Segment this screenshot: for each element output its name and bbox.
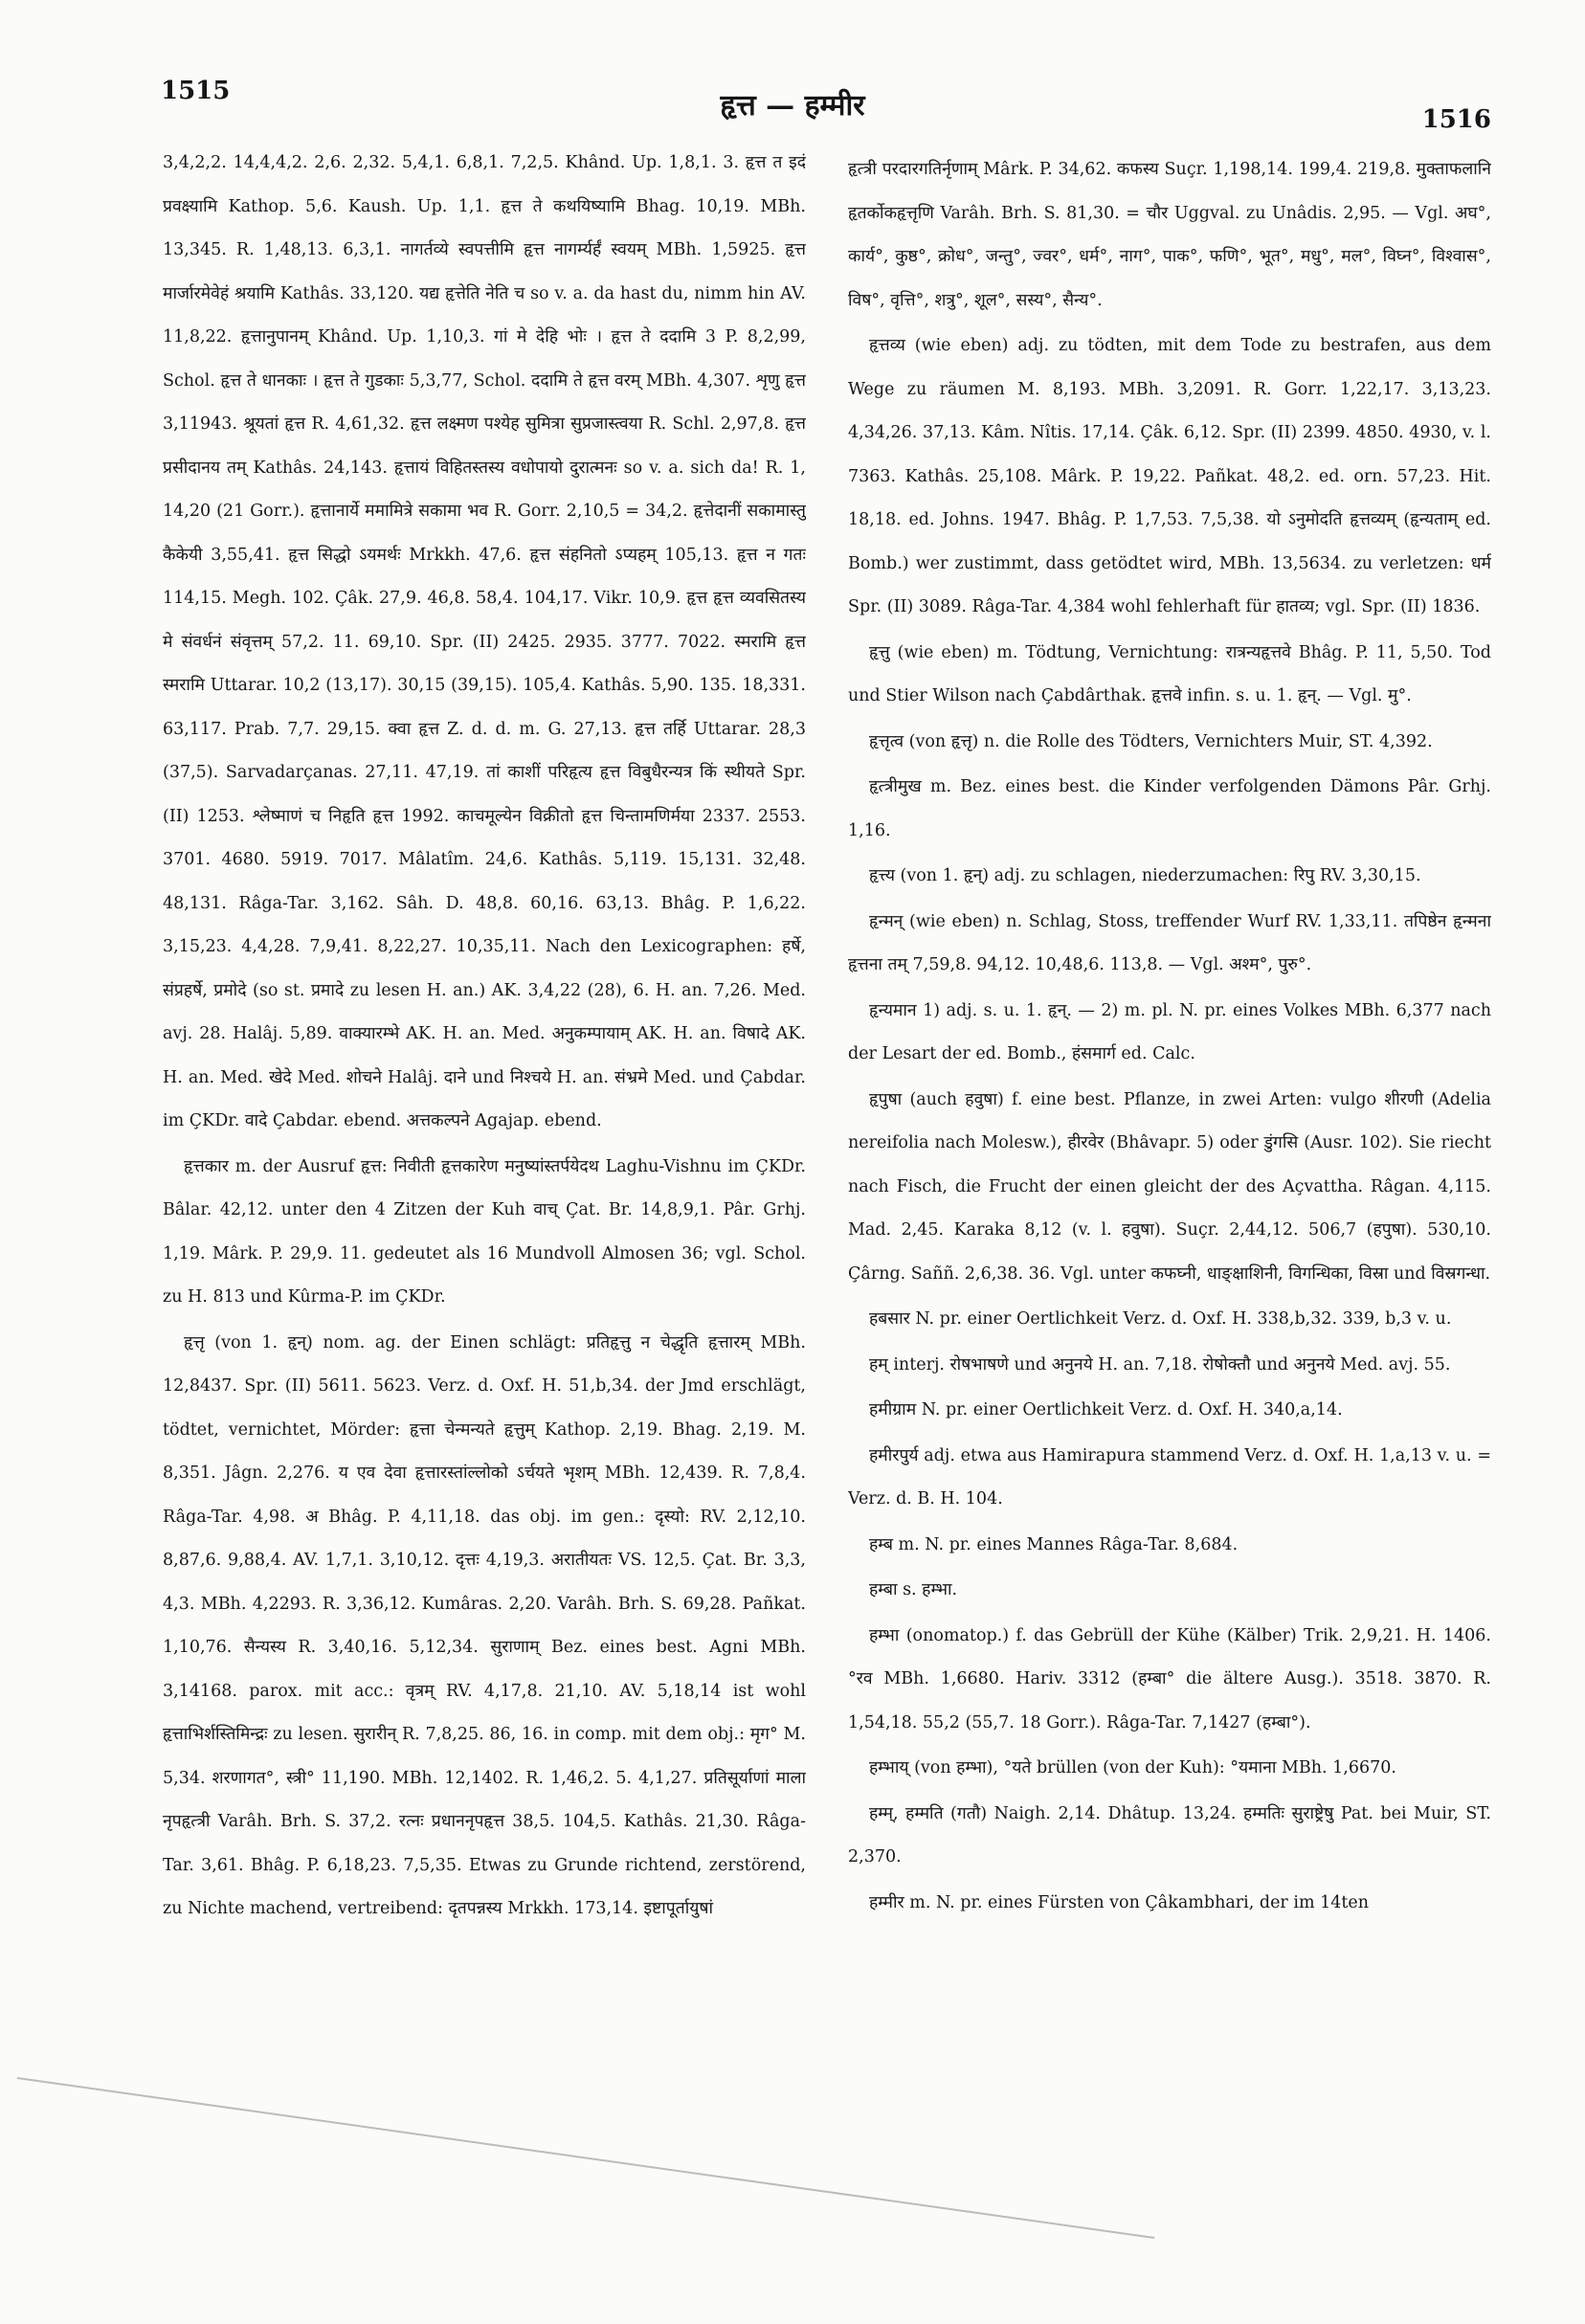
- right-paragraph: हृपुषा (auch हवुषा) f. eine best. Pflanze, in zwei Arten: vulgo शीरणी (Adelia nereifolia nach Molesw.), हीरवेर (Bhâvapr. 5) oder डुंगसि (Ausr. 102). Sie riecht nach Fisch, die Frucht der einen gleicht der des Açvattha. Râgan. 4,115. Mad. 2,45. Karaka 8,12 (v. l. हवुषा). Suçr. 2,44,12. 506,7 (हपुषा). 530,10. Çârng. Saññ. 2,6,38. 36. Vgl. unter कफघ्नी, धाङ्क्षाशिनी, विगन्धिका, विस्रा und विस्रगन्धा.: [848, 1089, 1491, 1284]
- right-paragraph: हमीग्राम N. pr. einer Oertlichkeit Verz. d. Oxf. H. 340,a,14.: [869, 1400, 1343, 1419]
- page-number-right: 1516: [1421, 105, 1491, 134]
- left-paragraph: हृत्तकार m. der Ausruf हृत्त: निवीती हृत्तकारेण मनुष्यांस्तर्पयेदथ Laghu-Vishnu im ÇKDr. Bâlar. 42,12. unter den 4 Zitzen der Kuh वाच् Çat. Br. 14,8,9,1. Pâr. Grhj. 1,19. Mârk. P. 29,9. 11. gedeutet als 16 Mundvoll Almosen 36; vgl. Schol. zu H. 813 und Kûrma-P. im ÇKDr.: [163, 1156, 806, 1307]
- right-paragraph: हृत्तु (wie eben) m. Tödtung, Vernichtung: रात्रन्यहृत्तवे Bhâg. P. 11, 5,50. Tod und Stier Wilson nach Çabdârthak. हृत्तवे infin. s. u. 1. हृन्. — Vgl. मु°.: [848, 642, 1491, 705]
- right-paragraph: हम्भा (onomatop.) f. das Gebrüll der Kühe (Kälber) Trik. 2,9,21. H. 1406. °रव MBh. 1,6680. Hariv. 3312 (हम्बा° die ältere Ausg.). 3518. 3870. R. 1,54,18. 55,2 (55,7. 18 Gorr.). Râga-Tar. 7,1427 (हम्बा°).: [848, 1625, 1491, 1732]
- right-paragraph: हृन्यमान 1) adj. s. u. 1. हृन्. — 2) m. pl. N. pr. eines Volkes MBh. 6,377 nach der Lesart der ed. Bomb., हंसमार्ग ed. Calc.: [848, 1000, 1491, 1063]
- right-paragraph: हमीरपुर्य adj. etwa aus Hamirapura stammend Verz. d. Oxf. H. 1,a,13 v. u. = Verz. d. B. H. 104.: [848, 1445, 1491, 1508]
- right-paragraph: हम्बा s. हम्भा.: [869, 1580, 958, 1599]
- right-column: [848, 148, 1491, 2178]
- right-paragraph: हृत्तृत्व (von हृत्तृ) n. die Rolle des Tödters, Vernichters Muir, ST. 4,392.: [869, 731, 1433, 751]
- right-paragraph: हम्भाय् (von हम्भा), °यते brüllen (von der Kuh): °यमाना MBh. 1,6670.: [869, 1758, 1396, 1777]
- right-paragraph: हम्ब m. N. pr. eines Mannes Râga-Tar. 8,684.: [869, 1534, 1239, 1554]
- right-paragraph: हृत्तव्य (wie eben) adj. zu tödten, mit dem Tode zu bestrafen, aus dem Wege zu räumen M. 8,193. MBh. 3,2091. R. Gorr. 1,22,17. 3,13,23. 4,34,26. 37,13. Kâm. Nîtis. 17,14. Çâk. 6,12. Spr. (II) 2399. 4850. 4930, v. l. 7363. Kathâs. 25,108. Mârk. P. 19,22. Pañkat. 48,2. ed. orn. 57,23. Hit. 18,18. ed. Johns. 1947. Bhâg. P. 1,7,53. 7,5,38. यो ऽनुमोदति हृत्तव्यम् (हृन्यताम् ed. Bomb.) wer zustimmt, dass getödtet wird, MBh. 13,5634. zu verletzen: धर्म Spr. (II) 3089. Râga-Tar. 4,384 wohl fehlerhaft für हातव्य; vgl. Spr. (II) 1836.: [848, 336, 1491, 616]
- right-paragraph: हम्मीर m. N. pr. eines Fürsten von Çâkambhari, der im 14ten: [869, 1892, 1370, 1912]
- right-paragraph: हम्म्, हम्मति (गतौ) Naigh. 2,14. Dhâtup. 13,24. हम्मतिः सुराष्ट्रेषु Pat. bei Muir, ST. 2,370.: [848, 1803, 1491, 1866]
- right-paragraph: हबसार N. pr. einer Oertlichkeit Verz. d. Oxf. H. 338,b,32. 339, b,3 v. u.: [869, 1309, 1452, 1329]
- right-paragraph: हृन्मन् (wie eben) n. Schlag, Stoss, treffender Wurf RV. 1,33,11. तपिष्ठेन हृन्मना हृत्तना तम् 7,59,8. 94,12. 10,48,6. 113,8. — Vgl. अश्म°, पुरु°.: [848, 911, 1491, 974]
- left-column: [163, 142, 806, 2171]
- running-header: हृत्त — हम्मीर: [720, 89, 865, 123]
- left-paragraph: 3,4,2,2. 14,4,4,2. 2,6. 2,32. 5,4,1. 6,8,1. 7,2,5. Khând. Up. 1,8,1. 3. हृत्त त इदं प्रवक्ष्यामि Kathop. 5,6. Kaush. Up. 1,1. हृत्त ते कथयिष्यामि Bhag. 10,19. MBh. 13,345. R. 1,48,13. 6,3,1. नागर्तव्ये स्वपत्तीमि हृत्त नागर्म्यर्हं स्वयम् MBh. 1,5925. हृत्त मार्जारमेवेहं श्रयामि Kathâs. 33,120. यद्य हृत्तेति नेति च so v. a. da hast du, nimm hin AV. 11,8,22. हृत्तानुपानम् Khând. Up. 1,10,3. गां मे देहि भोः । हृत्त ते ददामि 3 P. 8,2,99, Schol. हृत्त ते धानकाः । हृत्त ते गुडकाः 5,3,77, Schol. ददामि ते हृत्त वरम् MBh. 4,307. शृणु हृत्त 3,11943. श्रूयतां हृत्त R. 4,61,32. हृत्त लक्ष्मण पश्येह सुमित्रा सुप्रजास्त्वया R. Schl. 2,97,8. हृत्त प्रसीदानय तम् Kathâs. 24,143. हृत्तायं विहितस्तस्य वधोपायो दुरात्मनः so v. a. sich da! R. 1, 14,20 (21 Gorr.). हृत्तानार्ये ममामित्रे सकामा भव R. Gorr. 2,10,5 = 34,2. हृत्तेदानीं सकामास्तु कैकेयी 3,55,41. हृत्त सिद्धो ऽयमर्थः Mrkkh. 47,6. हृत्त संहनितो ऽप्यहम् 105,13. हृत्त न गतः 114,15. Megh. 102. Çâk. 27,9. 46,8. 58,4. 104,17. Vikr. 10,9. हृत्त हृत्त व्यवसितस्य मे संवर्धनं संवृत्तम् 57,2. 11. 69,10. Spr. (II) 2425. 2935. 3777. 7022. स्मरामि हृत्त स्मरामि Uttarar. 10,2 (13,17). 30,15 (39,15). 105,4. Kathâs. 5,90. 135. 18,331. 63,117. Prab. 7,7. 29,15. क्वा हृत्त Z. d. d. m. G. 27,13. हृत्त तर्हि Uttarar. 28,3 (37,5). Sarvadarçanas. 27,11. 47,19. तां काशीं परिहृत्य हृत्त विबुधैरन्यत्र किं स्थीयते Spr. (II) 1253. श्लेष्माणं च निहृति हृत्त 1992. काचमूल्येन विक्रीतो हृत्त चिन्तामणिर्मया 2337. 2553. 3701. 4680. 5919. 7017. Mâlatîm. 24,6. Kathâs. 5,119. 15,131. 32,48. 48,131. Râga-Tar. 3,162. Sâh. D. 48,8. 60,16. 63,13. Bhâg. P. 1,6,22. 3,15,23. 4,4,28. 7,9,41. 8,22,27. 10,35,11. Nach den Lexicographen: हर्षे, संप्रहर्षे, प्रमोदे (so st. प्रमादे zu lesen H. an.) AK. 3,4,22 (28), 6. H. an. 7,26. Med. avj. 28. Halâj. 5,89. वाक्यारम्भे AK. H. an. Med. अनुकम्पायाम् AK. H. an. विषादे AK. H. an. Med. खेदे Med. शोचने Halâj. दाने und निश्चये H. an. संभ्रमे Med. und Çabdar. im ÇKDr. वादे Çabdar. ebend. अत्तकल्पने Agajap. ebend.: [163, 153, 806, 1130]
- right-paragraph: हृत्त्य (von 1. हृन्) adj. zu schlagen, niederzumachen: रिपु RV. 3,30,15.: [869, 866, 1421, 885]
- right-paragraph: हम् interj. रोषभाषणे und अनुनये H. an. 7,18. रोषोक्तौ und अनुनये Med. avj. 55.: [869, 1354, 1451, 1374]
- right-paragraph: हृत्त्रीमुख m. Bez. eines best. die Kinder verfolgenden Dämons Pâr. Grhj. 1,16.: [848, 777, 1491, 840]
- page-number-left: 1515: [161, 77, 231, 105]
- left-paragraph: हृत्तृ (von 1. हृन्) nom. ag. der Einen schlägt: प्रतिहृत्तु न चेद्धृति हृत्तारम् MBh. 12,8437. Spr. (II) 5611. 5623. Verz. d. Oxf. H. 51,b,34. der Jmd erschlägt, tödtet, vernichtet, Mörder: हृत्ता चेन्मन्यते हृत्तुम् Kathop. 2,19. Bhag. 2,19. M. 8,351. Jâgn. 2,276. य एव देवा हृत्तारस्तांल्लोको ऽर्चयते भृशम् MBh. 12,439. R. 7,8,4. Râga-Tar. 4,98. अ Bhâg. P. 4,11,18. das obj. im gen.: दृस्यो: RV. 2,12,10. 8,87,6. 9,88,4. AV. 1,7,1. 3,10,12. दृत्तः 4,19,3. अरातीयतः VS. 12,5. Çat. Br. 3,3, 4,3. MBh. 4,2293. R. 3,36,12. Kumâras. 2,20. Varâh. Brh. S. 69,28. Pañkat. 1,10,76. सैन्यस्य R. 3,40,16. 5,12,34. सुराणाम् Bez. eines best. Agni MBh. 3,14168. parox. mit acc.: वृत्रम् RV. 4,17,8. 21,10. AV. 5,18,14 ist wohl हृत्ताभिर्शस्तिमिन्द्रः zu lesen. सुरारीन् R. 7,8,25. 86, 16. in comp. mit dem obj.: मृग° M. 5,34. शरणागत°, स्त्री° 11,190. MBh. 12,1402. R. 1,46,2. 5. 4,1,27. प्रतिसूर्याणां माला नृपहृत्त्री Varâh. Brh. S. 37,2. रत्नः प्रधाननृपहृत्त 38,5. 104,5. Kathâs. 21,30. Râga-Tar. 3,61. Bhâg. P. 6,18,23. 7,5,35. Etwas zu Grunde richtend, zerstörend, zu Nichte machend, vertreibend: दृतपन्नस्य Mrkkh. 173,14. इष्टापूर्तायुषां: [163, 1332, 806, 1918]
- right-paragraph: हृत्त्री परदारगतिर्नृणाम् Mârk. P. 34,62. कफस्य Suçr. 1,198,14. 199,4. 219,8. मुक्ताफलानि हृतर्कोकहृत्तृणि Varâh. Brh. S. 81,30. = चौर Uggval. zu Unâdis. 2,95. — Vgl. अघ°, कार्य°, कुष्ठ°, क्रोध°, जन्तु°, ज्वर°, धर्म°, नाग°, पाक°, फणि°, भूत°, मधु°, मल°, विघ्न°, विश्वास°, विष°, वृत्ति°, शत्रु°, शूल°, सस्य°, सैन्य°.: [848, 160, 1491, 310]
